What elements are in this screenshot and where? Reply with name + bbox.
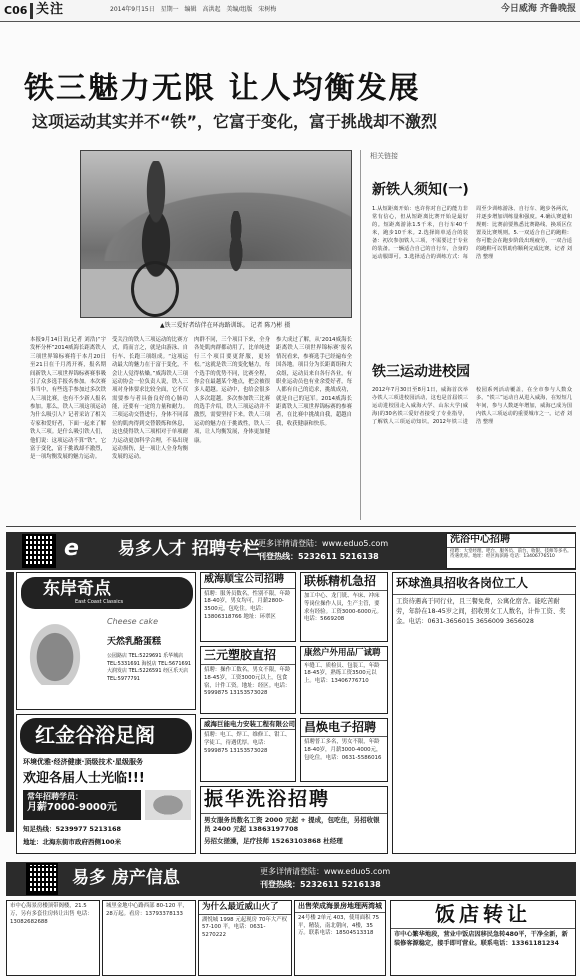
ad-changhuan-electronics bbox=[300, 718, 388, 782]
cyclist-photo bbox=[80, 150, 352, 318]
hongjin-logo: 红金谷浴足阁 bbox=[35, 723, 155, 747]
hongjin-hire: 常年招聘学员： bbox=[27, 792, 83, 801]
ad-weihai-shunbao bbox=[200, 572, 296, 642]
zhenhua-title: 振华洗浴招聘 bbox=[201, 787, 387, 814]
ad-hongjin-foot-spa bbox=[16, 714, 196, 854]
ad-jindi-center bbox=[102, 900, 196, 976]
ad4-title: 出售荣成海景房地理两湾城 bbox=[295, 901, 385, 913]
recruitment-website: 更多详情请登陆：www.eduo5.com bbox=[258, 539, 389, 548]
cake-script: Cheese cake bbox=[107, 617, 158, 626]
section-divider bbox=[6, 526, 576, 527]
lianke-text: 加工中心、龙门铣、车床、冲床等岗位操作人员，生产主管，要求有经验。工资3000-6000元。电话：5669208 bbox=[304, 593, 382, 623]
juneng-title: 威海巨能电力安装工程有限公司 bbox=[201, 719, 295, 730]
cake-phones: 公园路店 TEL:5229691 乐华城店 TEL:5331691 海悦店 TEL:5671691 大润发店 TEL:5226591 经区乐天店 TEL:5977791 bbox=[107, 653, 192, 682]
sidebar-title-campus: 铁三运动进校园 bbox=[372, 364, 470, 380]
page-header bbox=[0, 0, 580, 22]
realestate-phone: 刊登热线：5232611 5216138 bbox=[260, 880, 381, 889]
qr-code-recruit bbox=[22, 534, 56, 568]
ad2-text: 城里金地中心路西部 80-120 平，28万起。看房：13793378133 bbox=[106, 903, 188, 917]
ad-rongcheng-seaview bbox=[294, 900, 386, 976]
article-column-3: 肉群不同，三个项目下来，全身各处肌肉群都动用了，比单纯进行三个项目要更舒服，更轻松。”这就是铁三的变化魅力，每个选手的优势不同，比赛全程，你会在最越某个地点，把会被很多人超越。运动中，也给会很多人多次超越。多次参加铁三比赛的选手介绍，铁人三项运动并不激烈，需要坚持下来。铁人三项运动的魅力在于挑战性，铁人三项，让人均衡发展，身体更加健康。 bbox=[194, 337, 270, 444]
qr-code-realestate bbox=[26, 863, 58, 895]
cake-brand: 天然乳酪蛋糕 bbox=[107, 637, 162, 647]
sidebar-text-campus: 2012年7月30日至8月1日，威海首次举办铁人三项进校园活动，这也是首届铁三运动进校园走入威海大学、山东大学(威海)的30名铁三爱好者接受了专业指导，了解铁人三项运动知识。2012年铁三进校园系列活动覆盖，在全市参与人数众多。“铁三”运动自从进入威海，在短短几年间，参与人数逐年增加，威海已成为国内铁人三项运动的重要城市之一。记者 刘浩 整理 bbox=[372, 387, 572, 426]
hongjin-foot-image bbox=[145, 790, 191, 820]
realestate-website: 更多详情请登陆：www.eduo5.com bbox=[260, 867, 391, 876]
ad-restaurant-transfer bbox=[390, 900, 576, 976]
sanyuan-text: 招聘：操作工数名，男女不限，年龄18-45岁，工资3000元以上，包食宿，计件工资。地址：经区。电话：5999875 13153573028 bbox=[204, 667, 291, 697]
article-column-2: 受关注的铁人三项运动的比赛方式，简而言之，就是由游泳、自行车、长跑三项组成。“这项运动最大的魅力在于富于变化，不会让人觉得枯燥。”威海铁人三项运动协会一位负责人说，铁人三项对身体要求比较全面，它不仅需要参与者具备良好的心肺功能，还要有一定的力量和耐力。三项运动交替进行，身体不同部位的肌肉得到交替锻炼和休息，这也使得铁人三项相对于单项耐力运动更加科学合理，不易出现运动损伤，是一项让人全身均衡发展的运动。 bbox=[112, 337, 188, 461]
section-bar bbox=[30, 3, 33, 19]
sanyuan-title: 三元塑胶直招 bbox=[201, 647, 295, 665]
ad-bathhouse-text: 招聘：大堂经理、吧台、服务员、前台、收银、技师等多名。待遇优厚。地址：经区海滨路 电话：13406776510 bbox=[450, 548, 572, 560]
sidebar-text-newbie: 1.从短距离开始：也许你对自己的能力非常有信心，但从短距离比赛开始是最好的。短距离游泳1.5千米，自行车40千米，跑步10千米。2.选择简单适合的装备：初次参加铁人三项，不需要过于专业的装备。一辆适合自己的自行车，合身的运动服即可。3.选择适合的训练方式：每周至少训练游泳、自行车、跑步各两次，并逐步增加训练量和强度。4.确认赛道和规则：比赛前要熟悉比赛路线、换项区位置及比赛规则。5.一双适合自己的跑鞋：你可能会在跑步阶段出现疲劳，一双合适的跑鞋可以帮助你顺利完成比赛。记者 刘浩 整理 bbox=[372, 206, 572, 261]
article-column-1: 本报9月14日讯(记者 刘浩)“宇发杯分杯”2014威海长距离铁人三项世界锦标赛将于本月20日至21日在千月湾开赛，报名期间新铁人三项世界锦标赛赛事吸引了众多选手报名参加。本次赛事当中，有些选手参加过多次铁人三项比赛，也有不少新人报名参加。那么，铁人三项这项运动为什么吸引人？记者采访了相关专家和爱好者，下面一起来了解铁人三项。是什么吸引铁人们，他们说：这项运动不算“铁”，它富于变化，富于挑战却不激烈，是一项均衡发展的魅力运动。 bbox=[30, 337, 106, 461]
weihai-title: 威海顺宝公司招聘 bbox=[201, 573, 295, 589]
weihai-text: 招聘：服务员数名，性别不限，年龄18-40岁，男女均可，月薪2800-3500元，包吃住。电话：13806318766 地址：环翠区 bbox=[204, 590, 291, 620]
newspaper-brand: 今日威海 齐鲁晚报 bbox=[500, 4, 576, 14]
ad-weishan bbox=[198, 900, 292, 976]
section-name: 关注 bbox=[36, 2, 65, 17]
headline: 铁三魅力无限 让人均衡发展 bbox=[24, 71, 421, 106]
zhenhua-text2: 另招女搓澡，足疗技师 15263103868 杜经理 bbox=[204, 836, 343, 845]
photo-bike-wheel bbox=[131, 261, 179, 317]
cake-logo: 东岸奇点 bbox=[43, 579, 111, 599]
ad4-text: 24号楼 2单元 403，使用面积 75 平，精装，南北朝向，4楼，35万。联系电话：18504513318 bbox=[298, 914, 380, 937]
ad5-text: 市中心繁华地段，营业中饭店因移民急转480平，干净全新，新装修客源稳定，接手即可营业。联系电话：13361181234 bbox=[394, 931, 568, 947]
sidebar-title-newbie: 新铁人须知(一) bbox=[372, 182, 469, 198]
hongjin-hire-box bbox=[23, 790, 141, 820]
ad3-title: 为什么最近威山火了 bbox=[199, 901, 291, 915]
ad-lianke-machinery bbox=[300, 572, 388, 642]
kanghui-title: 康然户外用品厂诚聘 bbox=[301, 647, 387, 661]
photo-cyclist-back bbox=[221, 211, 251, 281]
ad-bathhouse-recruit bbox=[446, 533, 576, 569]
ad-huanyu-fishing-gear bbox=[392, 572, 576, 854]
realestate-title: 易多 房产信息 bbox=[72, 868, 180, 888]
kanghui-text: 车缝工、质检员、包装工，年龄18-45岁，熟练工资3500元以上。电话：13406776710 bbox=[304, 662, 380, 685]
ad-seaview-house bbox=[6, 900, 100, 976]
hongjin-welcome: 欢迎各届人士光临!!! bbox=[23, 771, 145, 786]
subheadline: 这项运动其实并不“铁”，它富于变化，富于挑战却不激烈 bbox=[32, 112, 438, 131]
photo-caption: ▲铁三爱好者结伴在环海路训练。 记者 陈乃彬 摄 bbox=[160, 322, 291, 329]
lianke-title: 联栎精机急招 bbox=[301, 573, 387, 591]
ad-sanyuan-plastic bbox=[200, 646, 296, 714]
huanyu-title: 环球渔具招收各岗位工人 bbox=[393, 573, 575, 595]
hongjin-addr: 地址：北海东街市政府西侧100米 bbox=[23, 838, 122, 846]
page-number: C06 bbox=[4, 4, 28, 17]
ad5-title: 饭店转让 bbox=[391, 901, 575, 929]
ad1-text: 市中心海景房楼顶带阁楼，21.5万，另有多套住房转让出售 电话：13082682688 bbox=[10, 903, 93, 925]
hongjin-slogan: 环境优雅·经济健康·顶级技术·星级服务 bbox=[23, 758, 143, 766]
recruitment-title: 易多人才 招聘专栏 bbox=[118, 539, 260, 559]
ad-east-coast-cake bbox=[16, 572, 196, 710]
huanyu-text: 工资待遇高于同行业，且三餐免费，公寓化宿舍。能吃苦耐劳，年龄在18-45岁之间，招收男女工人数名，计件工资、奖金。电话：0631-3656015 3656009 3656028 bbox=[396, 598, 566, 626]
hongjin-tel: 知足热线：5239977 5213168 bbox=[23, 825, 122, 833]
zhenhua-text: 男女服务员数名工资 2000 元起 + 提成，包吃住，另招收银员 2400 元起 13863197708 bbox=[204, 815, 380, 834]
ad-bathhouse-title: 洗浴中心招聘 bbox=[447, 534, 575, 548]
ad3-text: 湖悦城 1998 元起现房 70年大产权 57-100 平。电话：0631-5270222 bbox=[202, 916, 288, 939]
yiduo-logo: e bbox=[64, 536, 79, 561]
cake-logo-sub: East Coast Classics bbox=[75, 599, 124, 605]
ad-kanghui-outdoor bbox=[300, 646, 388, 714]
ad-juneng-power bbox=[200, 718, 296, 782]
article-column-4: 参大成过了解，从‘2014威海长距离铁人三项世界锦标赛’报名情况看来，参赛选手已经遍布全国各地。项目分为长距离组和大众组，运动员来自各行各业，有职业运动员也有业余爱好者，每人都有自己的追求，挑战成功，就是自己的冠军。2014威海长距离铁人三项世界锦标赛的参赛者，在比赛中挑战自我，超越自我，收获健康和快乐。 bbox=[276, 337, 352, 427]
hongjin-salary: 月薪7000-9000元 bbox=[27, 802, 117, 813]
juneng-text: 招聘：电工、焊工、维修工、钳工、学徒工，待遇优厚。电话：5999875 13153573028 bbox=[204, 732, 291, 754]
related-links-tag: 相关链接 bbox=[370, 152, 398, 160]
changhuan-title: 昌焕电子招聘 bbox=[301, 719, 387, 737]
cake-image bbox=[23, 615, 87, 685]
recruitment-phone: 刊登热线：5232611 5216138 bbox=[258, 552, 379, 561]
ad-zhenhua-bathhouse bbox=[200, 786, 388, 854]
recruit-side-strip bbox=[6, 572, 14, 832]
date-info: 2014年9月15日 星期一 编辑 高洪起 美编/组版 宋树梅 bbox=[110, 6, 277, 13]
changhuan-text: 招聘普工多名，男女不限，年龄18-40岁，月薪3000-4000元，包吃住。电话：0631-5586016 bbox=[304, 739, 382, 761]
